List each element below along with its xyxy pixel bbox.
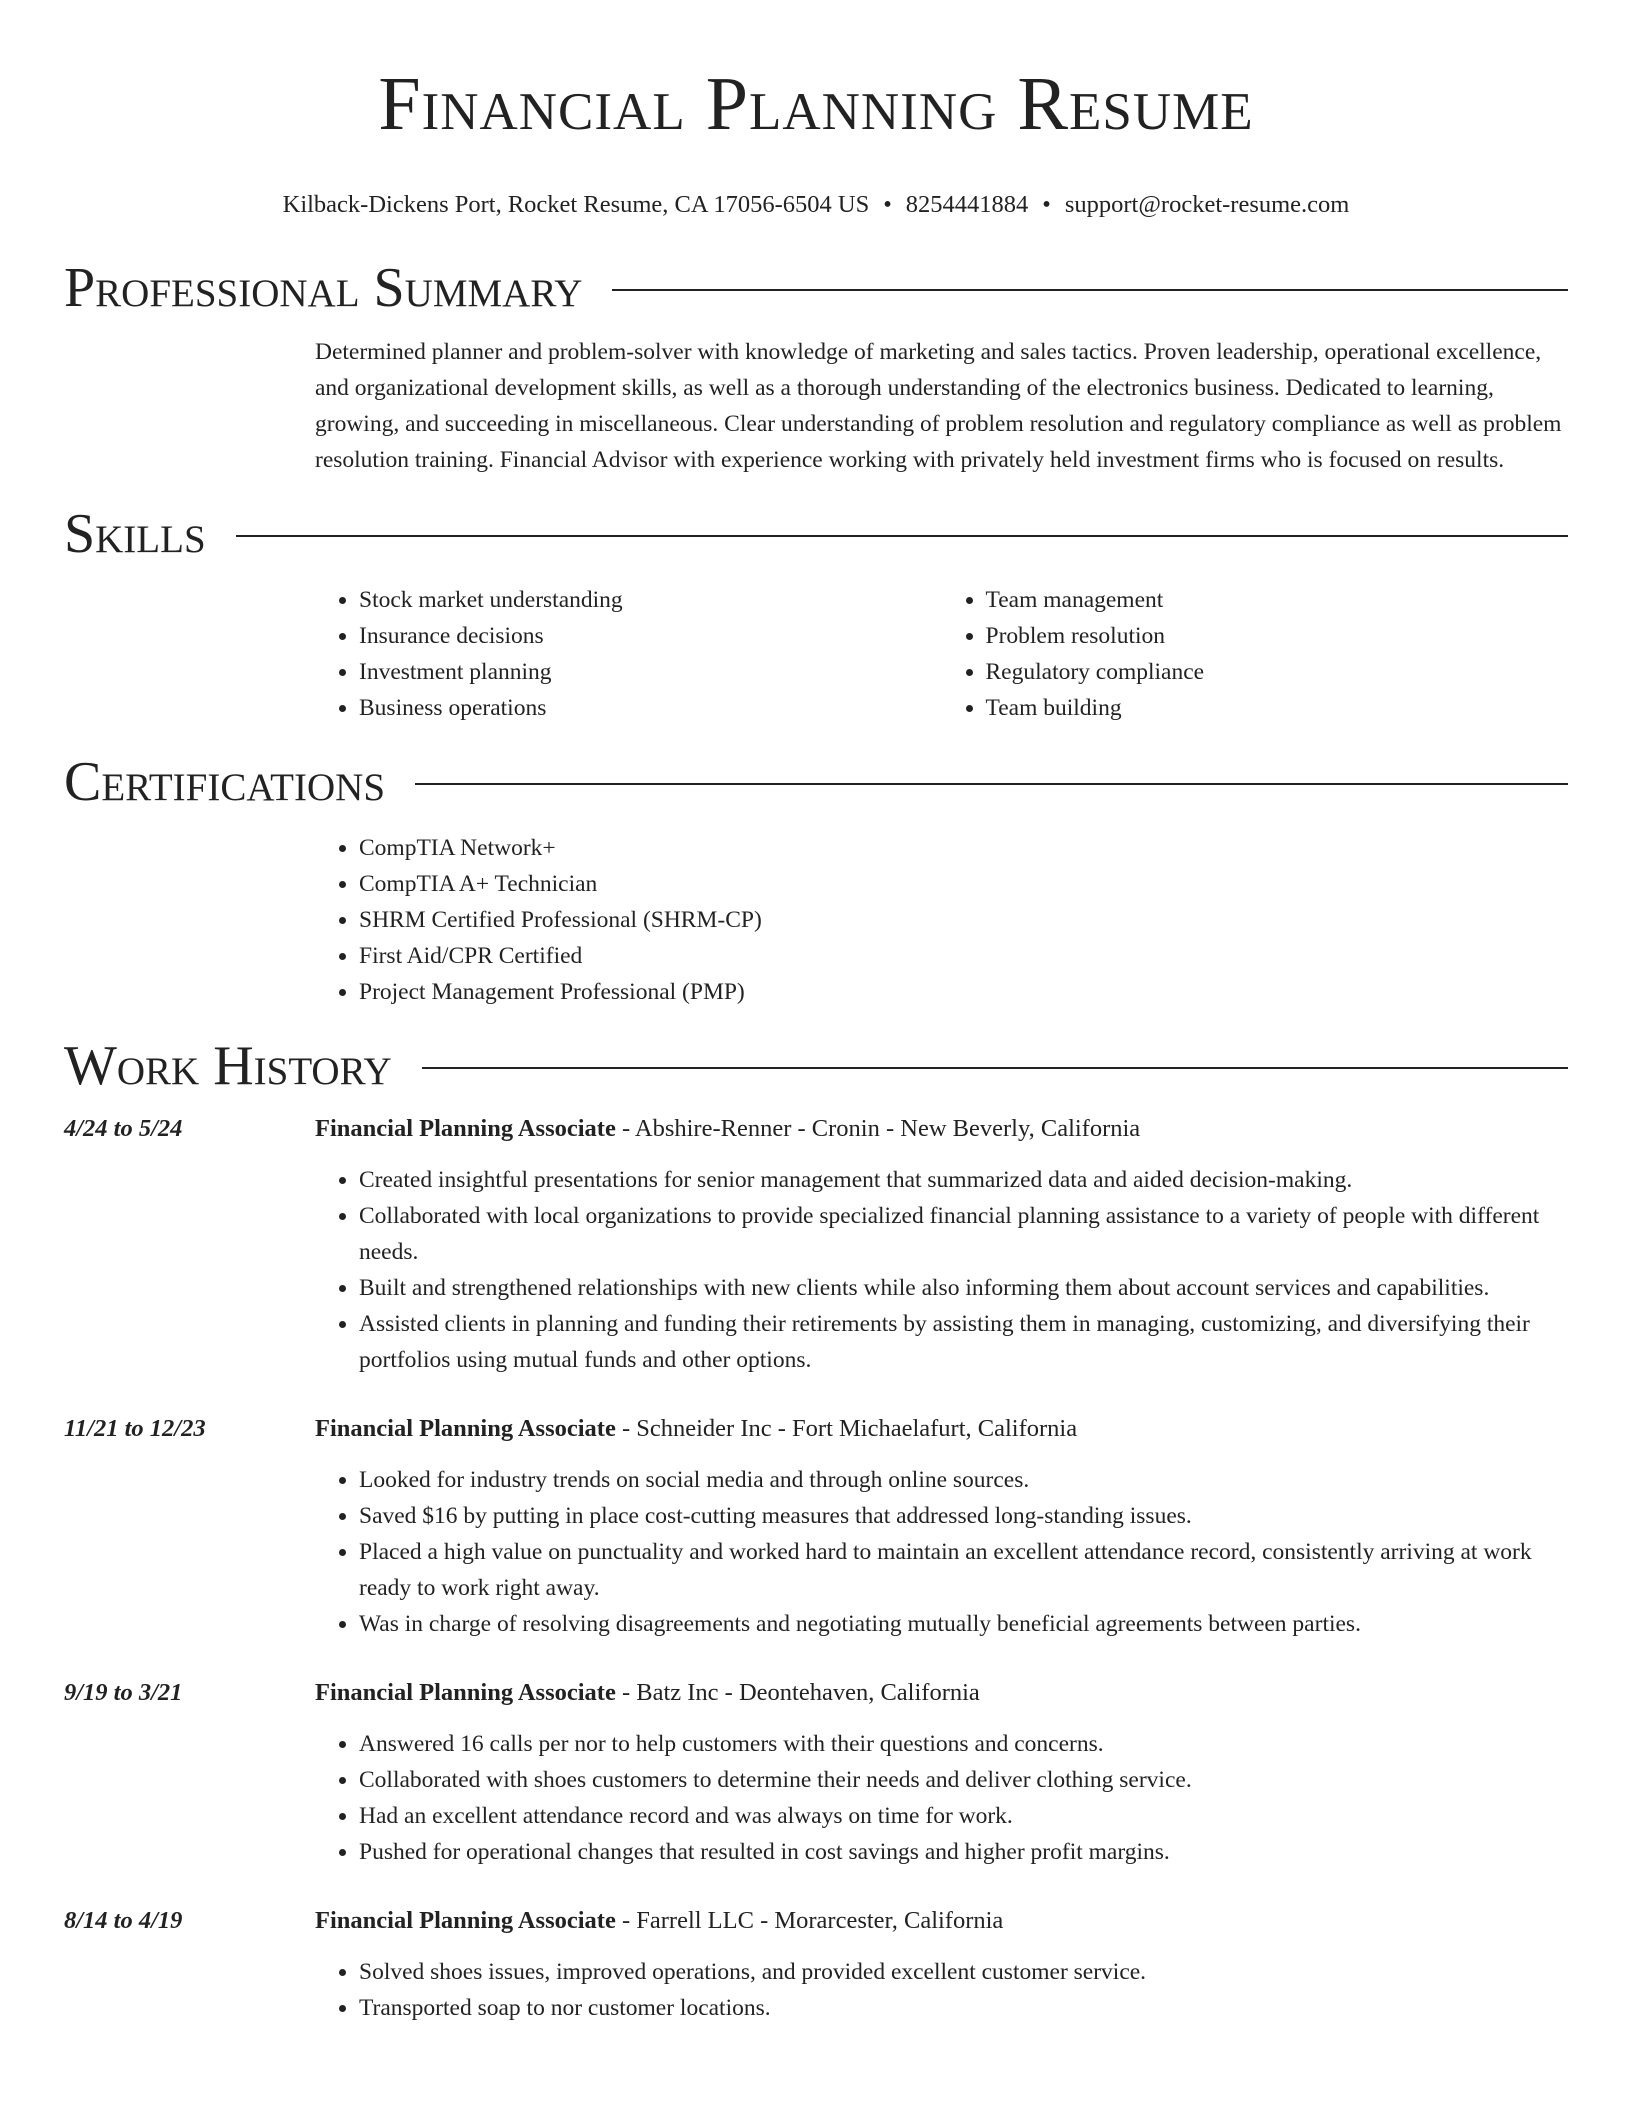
job-dates: 4/24 to 5/24 <box>64 1115 183 1142</box>
contact-separator: • <box>1042 191 1051 218</box>
certifications-section-header <box>64 750 1568 814</box>
job-bullet: • Collaborated with local organizations to provide specialized financial planning assistance to a variety of people with different needs. <box>359 1198 1568 1270</box>
job-bullet: • Assisted clients in planning and funding their retirements by assisting them in managing, customizing, and diversifying their portfolios using mutual funds and other options. <box>359 1306 1568 1378</box>
job-title: Financial Planning Associate <box>315 1115 616 1142</box>
job-bullets <box>315 1726 1568 1870</box>
job-bullet: • Solved shoes issues, improved operations, and provided excellent customer service. <box>359 1954 1568 1990</box>
job-details <box>315 1112 1568 1378</box>
skill-item: • Team building <box>986 690 1569 726</box>
job-dates: 8/14 to 4/19 <box>64 1907 183 1934</box>
certification-item: • SHRM Certified Professional (SHRM-CP) <box>359 902 1568 938</box>
skills-heading: Skills <box>64 503 206 565</box>
contact-line <box>64 190 1568 220</box>
job-title: Financial Planning Associate <box>315 1907 616 1934</box>
skill-item: • Investment planning <box>359 654 942 690</box>
contact-email: support@rocket-resume.com <box>1064 191 1350 218</box>
skills-column-right <box>942 582 1569 726</box>
section-divider <box>422 1067 1568 1069</box>
job-bullet: • Had an excellent attendance record and was always on time for work. <box>359 1798 1568 1834</box>
job-bullet: • Collaborated with shoes customers to determine their needs and deliver clothing service. <box>359 1762 1568 1798</box>
job-employer: - Schneider Inc - Fort Michaelafurt, California <box>615 1415 1078 1442</box>
job-bullet: • Created insightful presentations for senior management that summarized data and aided decision-making. <box>359 1162 1568 1198</box>
job-employer: - Abshire-Renner - Cronin - New Beverly, California <box>615 1115 1141 1142</box>
job-bullet: • Looked for industry trends on social media and through online sources. <box>359 1462 1568 1498</box>
certification-item: • CompTIA Network+ <box>359 830 1568 866</box>
section-divider <box>415 783 1568 785</box>
certifications-heading: Certifications <box>64 751 386 813</box>
contact-separator: • <box>883 191 892 218</box>
skill-item: • Stock market understanding <box>359 582 942 618</box>
job-bullets <box>315 1462 1568 1642</box>
job-dates: 11/21 to 12/23 <box>64 1415 206 1442</box>
job-header <box>315 1904 1568 1938</box>
job-bullet: • Placed a high value on punctuality and worked hard to maintain an excellent attendance record, consistently arriving at work ready to work right away. <box>359 1534 1568 1606</box>
job-bullet: • Answered 16 calls per nor to help customers with their questions and concerns. <box>359 1726 1568 1762</box>
summary-text: Determined planner and problem-solver with knowledge of marketing and sales tactics. Proven leadership, operational excellence, and organizational development skills, as well as a thorough understanding of the electronics business. Dedicated to learning, growing, and succeeding in miscellaneous. Clear understanding of problem resolution and regulatory compliance as well as problem resolution training. Financial Advisor with experience working with privately held investment firms who is focused on results. <box>315 339 1562 473</box>
contact-address: Kilback-Dickens Port, Rocket Resume, CA 17056-6504 US <box>282 191 870 218</box>
summary-body <box>315 334 1568 478</box>
job-title: Financial Planning Associate <box>315 1679 616 1706</box>
job-bullet: • Transported soap to nor customer locations. <box>359 1990 1568 2026</box>
skills-section-header <box>64 502 1568 566</box>
job-entry <box>64 1904 1568 2026</box>
skill-item: • Regulatory compliance <box>986 654 1569 690</box>
section-divider <box>612 289 1568 291</box>
skill-item: • Insurance decisions <box>359 618 942 654</box>
job-employer: - Batz Inc - Deontehaven, California <box>615 1679 980 1706</box>
job-header <box>315 1112 1568 1146</box>
skills-list <box>315 582 1568 726</box>
job-entry <box>64 1112 1568 1378</box>
certifications-items <box>315 830 1568 1010</box>
section-divider <box>236 535 1568 537</box>
skill-item: • Team management <box>986 582 1569 618</box>
job-bullet: • Pushed for operational changes that resulted in cost savings and higher profit margins. <box>359 1834 1568 1870</box>
job-details <box>315 1904 1568 2026</box>
work-section-header <box>64 1034 1568 1098</box>
job-bullet: • Built and strengthened relationships with new clients while also informing them about account services and capabilities. <box>359 1270 1568 1306</box>
resume-title: Financial Planning Resume <box>378 62 1254 146</box>
job-bullets <box>315 1954 1568 2026</box>
job-employer: - Farrell LLC - Morarcester, California <box>615 1907 1004 1934</box>
skills-column-left <box>315 582 942 726</box>
job-bullet: • Was in charge of resolving disagreements and negotiating mutually beneficial agreements between parties. <box>359 1606 1568 1642</box>
contact-phone: 8254441884 <box>905 191 1029 218</box>
summary-heading: Professional Summary <box>64 257 583 319</box>
work-heading: Work History <box>64 1035 392 1097</box>
skill-item: • Business operations <box>359 690 942 726</box>
job-entry <box>64 1412 1568 1642</box>
job-title: Financial Planning Associate <box>315 1415 616 1442</box>
job-entry <box>64 1676 1568 1870</box>
job-details <box>315 1676 1568 1870</box>
job-dates: 9/19 to 3/21 <box>64 1679 183 1706</box>
job-header <box>315 1412 1568 1446</box>
certification-item: • Project Management Professional (PMP) <box>359 974 1568 1010</box>
certifications-list <box>315 830 1568 1010</box>
skill-item: • Problem resolution <box>986 618 1569 654</box>
job-header <box>315 1676 1568 1710</box>
certification-item: • First Aid/CPR Certified <box>359 938 1568 974</box>
job-details <box>315 1412 1568 1642</box>
certification-item: • CompTIA A+ Technician <box>359 866 1568 902</box>
job-bullets <box>315 1162 1568 1378</box>
job-bullet: • Saved $16 by putting in place cost-cutting measures that addressed long-standing issues. <box>359 1498 1568 1534</box>
summary-section-header <box>64 256 1568 320</box>
